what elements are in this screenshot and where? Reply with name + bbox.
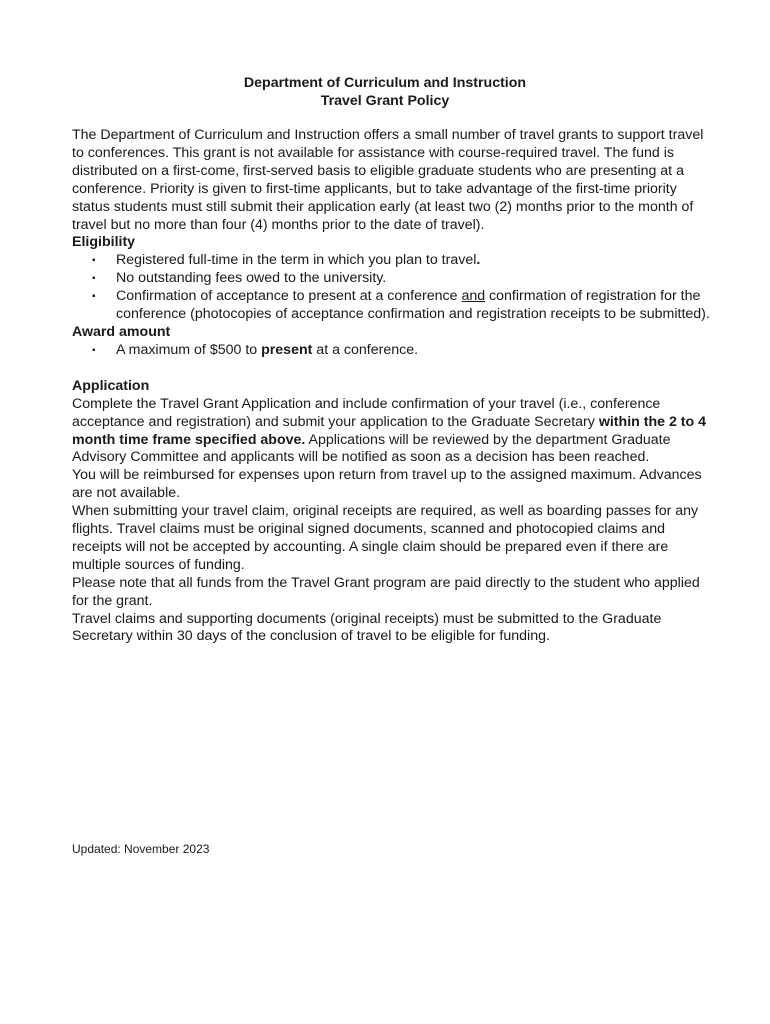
updated-date: Updated: November 2023 xyxy=(72,842,210,856)
award-item-bold: present xyxy=(261,341,313,358)
bullet-icon: ▪ xyxy=(92,273,96,285)
eligibility-item-text-cont: confirmation of registration for the conference (photocopies of acceptance confirmation and registration receipts to be submitted). xyxy=(116,288,710,323)
application-text-cont: and include confirmation of your travel (i.e., conference acceptance and registration) and submit your application to the Graduate Secretary xyxy=(72,395,661,430)
title-department: Department of Curriculum and Instruction xyxy=(243,75,527,91)
award-item-text: A maximum of $500 to xyxy=(116,341,262,358)
bullet-icon: ▪ xyxy=(92,291,96,303)
application-deadline-bold: within the 2 to 4 month time frame specified above. xyxy=(72,413,707,448)
funds-paragraph: Please note that all funds from the Travel Grant program are paid directly to the student who applied for the grant. xyxy=(72,574,700,609)
deadline-paragraph: Travel claims and supporting documents (original receipts) must be submitted to the Graduate Secretary within 30 days of the conclusion of travel to be eligible for funding. xyxy=(72,610,662,645)
travel-claim-paragraph: When submitting your travel claim, original receipts are required, as well as boarding passes for any flights. Travel claims must be original signed documents, scanned and photocopied claims and receipts will not be accepted by accounting. A single claim should be prepared even if there are multiple sources of funding. xyxy=(72,503,699,573)
eligibility-item-underlined: and xyxy=(461,288,486,305)
award-item-text-cont: at a conference. xyxy=(312,341,419,358)
travel-grant-application-link[interactable]: Travel Grant Application xyxy=(160,395,311,412)
application-paragraph xyxy=(72,396,712,468)
eligibility-item-fees xyxy=(72,270,712,288)
eligibility-list xyxy=(72,252,712,324)
eligibility-item-confirmation xyxy=(72,288,712,324)
eligibility-item-period: . xyxy=(476,252,481,269)
application-text: Complete the xyxy=(72,395,161,412)
reimbursement-paragraph: You will be reimbursed for expenses upon return from travel up to the assigned maximum. Advances are not available. xyxy=(72,467,702,502)
award-item-maximum xyxy=(72,342,712,360)
eligibility-heading: Eligibility xyxy=(72,234,136,251)
bullet-icon: ▪ xyxy=(92,255,96,267)
eligibility-item-text: Confirmation of acceptance to present at a conference xyxy=(116,288,462,305)
section-spacer xyxy=(72,360,712,378)
document-title xyxy=(0,74,770,110)
bullet-icon: ▪ xyxy=(92,344,96,356)
application-text-end: Applications will be reviewed by the department Graduate Advisory Committee and applicants will be notified as soon as a decision has been reached. xyxy=(72,431,671,466)
application-heading: Application xyxy=(72,377,150,394)
eligibility-item-text: No outstanding fees owed to the university. xyxy=(116,270,387,287)
eligibility-item-full-time xyxy=(72,252,712,270)
intro-paragraph: The Department of Curriculum and Instruction offers a small number of travel grants to support travel to conferences. This grant is not available for assistance with course-required travel. The fund is distributed on a first-come, first-served basis to eligible graduate students who are presenting at a conference. Priority is given to first-time applicants, but to take advantage of the first-time priority status students must still submit their application early (at least two (2) months prior to the month of travel but no more than four (4) months prior to the date of travel). xyxy=(72,127,704,233)
eligibility-item-text: Registered full-time in the term in which you plan to travel xyxy=(116,252,477,269)
title-policy: Travel Grant Policy xyxy=(320,93,450,109)
award-list xyxy=(72,342,712,360)
award-heading: Award amount xyxy=(72,323,171,340)
document-body xyxy=(72,127,712,646)
